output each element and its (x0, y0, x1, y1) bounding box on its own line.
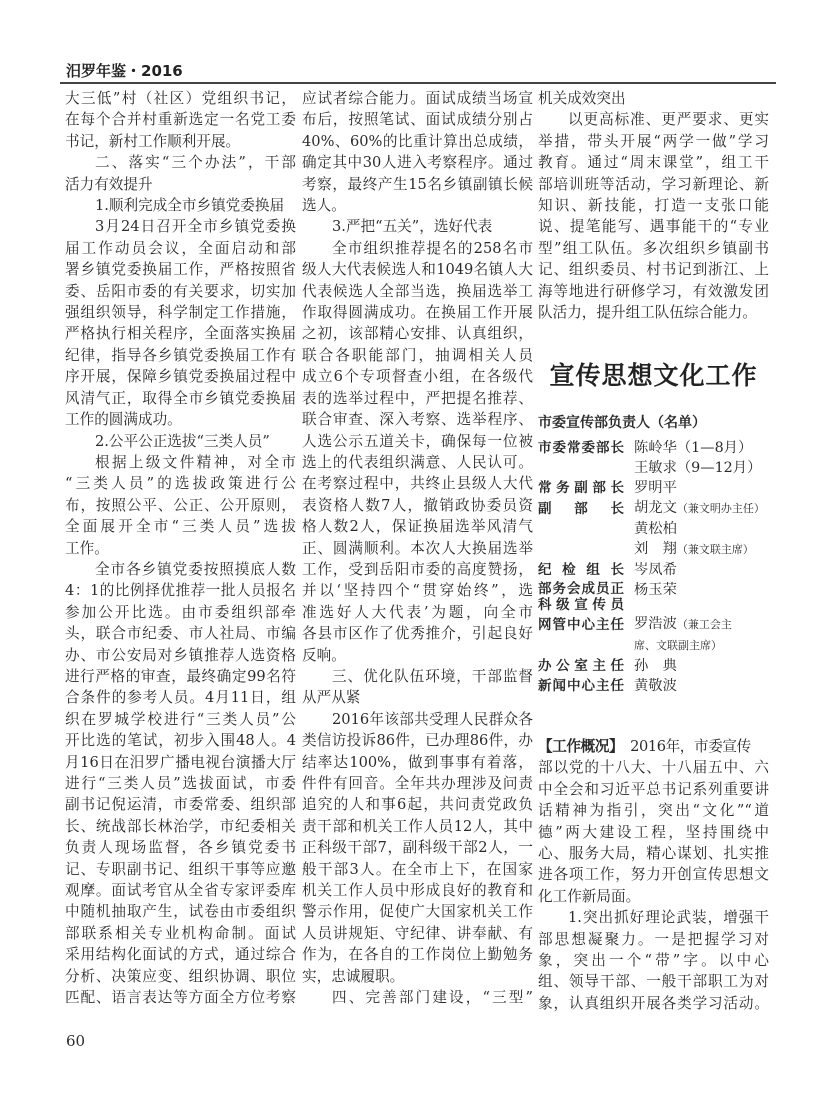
line (65, 495, 296, 516)
line (538, 109, 769, 130)
text-line: 作取得圆满成功。在换届工作开展 (302, 304, 533, 322)
person-name: 杨玉荣 (634, 582, 677, 598)
roster-position: 办公室主任 (538, 658, 624, 674)
roster-row (538, 498, 773, 519)
text-line: 3月24日召开全市乡镇党委换 (95, 218, 296, 236)
paragraph (538, 88, 769, 109)
line (302, 473, 533, 494)
roster-name (634, 478, 677, 498)
line (302, 88, 533, 109)
line (65, 580, 296, 601)
text-line: 分析、决策应变、组织协调、职位 (65, 967, 296, 985)
text-line: 风清气正，取得全市乡镇党委换届 (65, 389, 296, 407)
text-line: 中全会和习近平总书记系列重要讲 (538, 780, 769, 798)
text-line: 1.突出抓好理论武装，增强干 (568, 909, 769, 927)
line (302, 388, 533, 409)
roster-name (634, 614, 732, 635)
paragraph (65, 452, 296, 559)
roster-name (634, 519, 677, 539)
paragraph (65, 216, 296, 430)
text-line: 工作，受到岳阳市委的高度赞扬， (302, 560, 533, 578)
line (538, 88, 769, 109)
text-line: 表的选举过程中，严把提名推荐、 (302, 389, 533, 407)
line (65, 794, 296, 815)
roster-position: 副部长 (538, 500, 624, 517)
line (538, 886, 769, 907)
line (302, 302, 533, 323)
text-line: 化工作新局面。 (538, 887, 641, 905)
text-line: 举措，带头开展“两学一做”学习 (538, 132, 769, 150)
line (538, 302, 769, 323)
text-line: 布，按照公平、公正、公开原则， (65, 496, 296, 514)
line (302, 516, 533, 537)
paragraph (65, 152, 296, 195)
line (302, 216, 533, 237)
line (302, 452, 533, 473)
line (302, 623, 533, 644)
roster-row (538, 580, 773, 614)
line (65, 259, 296, 280)
text-line: “三类人员”的选拔政策进行公 (65, 475, 296, 493)
column-1 (65, 88, 296, 1008)
text-line: 知识、新技能，打造一支张口能 (538, 197, 769, 215)
paragraph (65, 559, 296, 1009)
roster-table (538, 438, 773, 696)
line (65, 816, 296, 837)
line (538, 822, 769, 843)
text-line: 严格执行相关程序，全面落实换届 (65, 325, 296, 343)
text-line: 2016年，市委宣传 (615, 738, 751, 755)
line (65, 431, 296, 452)
roster-position: 网管中心主任 (538, 616, 624, 633)
paragraph (538, 109, 769, 323)
line (65, 109, 296, 130)
text-line: 部培训班等活动，学习新理论、新 (538, 175, 769, 193)
text-line: 1.顺利完成全市乡镇党委换届 (95, 197, 285, 215)
line (302, 987, 533, 1008)
roster-position: 市委常委部长 (538, 440, 624, 456)
text-line: 追究的人和事6起，共问责党政负 (302, 796, 533, 814)
text-line: 二、落实“三个办法”，干部 (95, 154, 296, 172)
text-line: 各县市区作了优秀推介，引起良好 (302, 625, 533, 643)
line (65, 388, 296, 409)
line (302, 773, 533, 794)
roster-name (634, 539, 754, 560)
text-line: 准选好人大代表’为题，向全市 (302, 603, 533, 621)
line (65, 944, 296, 965)
roster-row (538, 560, 773, 580)
text-line: 中随机抽取产生，试卷由市委组织 (65, 903, 296, 921)
text-line: 从严从紧 (302, 689, 361, 707)
text-line: 类信访投诉86件，已办理86件，办 (302, 732, 533, 750)
line (302, 238, 533, 259)
line (65, 152, 296, 173)
text-line: 工作。 (65, 539, 109, 557)
column-3-top (538, 88, 769, 323)
text-line: 警示作用，促使广大国家机关工作 (302, 903, 533, 921)
line (65, 281, 296, 302)
line (302, 602, 533, 623)
line (302, 131, 533, 152)
text-line: 全面展开全市“三类人员”选拔 (65, 518, 296, 536)
line (302, 195, 533, 216)
roster-row (538, 635, 773, 656)
text-line: 说、提笔能写、遇事能干的“专业 (538, 218, 769, 236)
line (538, 736, 769, 757)
text-line: 般干部3人。在全市上下，在国家 (302, 860, 533, 878)
line (538, 864, 769, 885)
text-line: 根据上级文件精神，对全市 (95, 453, 296, 471)
line (538, 216, 769, 237)
line (65, 559, 296, 580)
line (65, 645, 296, 666)
roster-row (538, 614, 773, 635)
text-line: 选人。 (302, 197, 346, 215)
column-3-bottom (538, 736, 769, 1014)
line (65, 538, 296, 559)
text-line: 型”组工队伍。多次组织乡镇副书 (538, 239, 769, 257)
text-line: 强组织领导，科学制定工作措施， (65, 304, 296, 322)
paragraph (302, 88, 533, 216)
roster-row (538, 519, 773, 539)
line (302, 901, 533, 922)
paragraph (65, 195, 296, 216)
text-line: 织在罗城学校进行“三类人员”公 (65, 710, 296, 728)
line (65, 345, 296, 366)
line (65, 752, 296, 773)
person-name: 刘 翔 (634, 541, 677, 557)
text-line: 匹配、语言表达等方面全方位考察 (65, 989, 296, 1007)
roster-position: 纪检组长 (538, 562, 624, 578)
roster-row (538, 458, 773, 478)
line (302, 837, 533, 858)
text-line: 长、统战部长林治学，市纪委相关 (65, 817, 296, 835)
roster-position: 部务会成员正 科级宣传员 (538, 581, 624, 613)
line (302, 323, 533, 344)
line (302, 794, 533, 815)
text-line: 届工作动员会议，全面启动和部 (65, 239, 296, 257)
person-note: （兼文明办主任） (676, 502, 765, 515)
text-line: 署乡镇党委换届工作，严格按照省 (65, 261, 296, 279)
text-line: 联合审查、深入考察、选举程序、 (302, 411, 533, 429)
person-name: 黄松柏 (634, 521, 677, 537)
line (302, 174, 533, 195)
text-line: 部联系相关专业机构命制。面试 (65, 924, 296, 942)
text-line: 开比选的笔试，初步入围48人。4 (65, 732, 296, 750)
text-line: 机关成效突出 (538, 90, 626, 107)
person-name: 罗浩波 (634, 616, 677, 632)
line (538, 993, 769, 1014)
text-line: 德”两大建设工程，坚持围绕中 (538, 823, 769, 841)
line (302, 859, 533, 880)
line (302, 495, 533, 516)
person-name: 胡龙文 (634, 500, 677, 516)
line (538, 174, 769, 195)
line (538, 259, 769, 280)
paragraph (302, 666, 533, 709)
text-line: 心、服务大局，精心谋划、扎实推 (538, 845, 769, 863)
text-line: 海等地进行研修学习，有效激发团 (538, 282, 769, 300)
paragraph (302, 709, 533, 987)
roster-position: 常务副部长 (538, 480, 624, 496)
line (538, 971, 769, 992)
person-name: 罗明平 (634, 480, 677, 496)
person-note: 席、文联副主席） (634, 639, 722, 652)
roster-row (538, 478, 773, 498)
line (65, 174, 296, 195)
line (65, 773, 296, 794)
line (65, 131, 296, 152)
text-line: 全市组织推荐提名的258名市 (332, 239, 533, 257)
text-line: 队活力，提升组工队伍综合能力。 (538, 304, 757, 322)
line (65, 709, 296, 730)
text-line: 确定其中30人进入考察程序。通过 (302, 154, 533, 172)
text-line: 话精神为指引，突出“文化”“道 (538, 802, 769, 820)
text-line: 进行“三类人员”选拔面试，市委 (65, 775, 296, 792)
section-title: 宣传思想文化工作 (549, 361, 758, 390)
text-line: 组、领导干部、一般干部职工为对 (538, 973, 769, 991)
line (65, 516, 296, 537)
person-name: 黄敬波 (634, 678, 677, 694)
paragraph (65, 431, 296, 452)
text-line: 象，认真组织开展各类学习活动。 (538, 994, 769, 1012)
line (302, 880, 533, 901)
line (65, 837, 296, 858)
line (538, 131, 769, 152)
line (65, 687, 296, 708)
text-line: 记、组织委员、村书记到浙江、上 (538, 261, 769, 279)
line (65, 452, 296, 473)
roster-position: 新闻中心主任 (538, 678, 624, 694)
roster-row (538, 539, 773, 560)
line (65, 880, 296, 901)
line (65, 195, 296, 216)
line (538, 929, 769, 950)
line (65, 366, 296, 387)
text-line: 机关工作人员中形成良好的教育和 (302, 882, 533, 900)
text-line: 教育。通过“周末课堂”，组工干 (538, 154, 769, 172)
roster-name (634, 656, 677, 676)
text-line: 记、专职副书记、组织干事等应邀 (65, 860, 296, 878)
line (538, 757, 769, 778)
text-line: 4：1的比例择优推荐一批人员报名 (65, 582, 296, 600)
text-line: 四、完善部门建设，“三型” (332, 989, 533, 1007)
text-line: 3.严把“五关”，选好代表 (332, 218, 493, 236)
column-2 (302, 88, 533, 1008)
text-line: 月16日在汨罗广播电视台演播大厅 (65, 753, 296, 771)
text-line: 以更高标准、更严要求、更实 (568, 111, 769, 129)
text-line: 联合各职能部门，抽调相关人员 (302, 346, 533, 364)
person-note: （兼文联主席） (676, 543, 754, 556)
line (65, 323, 296, 344)
text-line: 结率达100%，做到事事有着落， (302, 753, 533, 771)
line (538, 238, 769, 259)
line (538, 779, 769, 800)
section-tag: 【工作概况】 (538, 738, 616, 755)
paragraph (302, 216, 533, 237)
text-line: 在考察过程中，共终止县级人大代 (302, 475, 533, 493)
paragraph (302, 987, 533, 1008)
text-line: 纪律，指导各乡镇党委换届工作有 (65, 346, 296, 364)
text-line: 级人大代表候选人和1049名镇人大 (302, 261, 533, 279)
text-line: 正科级干部7，副科级干部2人，一 (302, 839, 533, 857)
line (302, 709, 533, 730)
line (302, 816, 533, 837)
line (302, 944, 533, 965)
text-line: 合条件的参考人员。4月11日，组 (65, 689, 296, 707)
text-line: 副书记倪运清，市委常委、组织部 (65, 796, 296, 814)
text-line: 书记，新村工作顺利开展。 (65, 132, 241, 150)
text-line: 序开展，保障乡镇党委换届过程中 (65, 368, 296, 386)
line (65, 216, 296, 237)
line (538, 800, 769, 821)
text-line: 委、岳阳市委的有关要求，切实加 (65, 282, 296, 300)
line (65, 238, 296, 259)
line (302, 923, 533, 944)
text-line: 选上的代表组织满意、人民认可。 (302, 453, 533, 471)
text-line: 头，联合市纪委、市人社局、市编 (65, 625, 296, 643)
roster-name (634, 635, 722, 656)
line (302, 109, 533, 130)
text-line: 部以党的十八大、十八届五中、六 (538, 759, 769, 777)
text-line: 参加公开比选。由市委组织部牵 (65, 603, 296, 621)
roster-row (538, 676, 773, 696)
text-line: 部思想凝聚力。一是把握学习对 (538, 930, 769, 948)
text-line: 实，忠诚履职。 (302, 967, 405, 985)
person-note: （兼工会主 (676, 618, 732, 631)
text-line: 40%、60%的比重计算出总成绩， (302, 132, 533, 150)
line (65, 473, 296, 494)
person-name: 陈岭华（1—8月） (634, 440, 753, 456)
line (302, 152, 533, 173)
line (65, 302, 296, 323)
text-line: 成立6个专项督查小组，在各级代 (302, 368, 533, 386)
line (65, 602, 296, 623)
paragraph (538, 907, 769, 1014)
text-line: 负责人现场监督，各乡镇党委书 (65, 839, 296, 857)
roster-name (634, 498, 765, 519)
text-line: 格人数2人，保证换届选举风清气 (302, 518, 533, 536)
text-line: 考察，最终产生15名乡镇副镇长候 (302, 175, 533, 193)
person-name: 王敏求（9—12月） (634, 460, 762, 476)
line (302, 538, 533, 559)
line (65, 666, 296, 687)
text-line: 正、圆满顺利。本次人大换届选举 (302, 539, 533, 557)
paragraph (302, 238, 533, 666)
page-number: 60 (66, 1032, 86, 1050)
text-line: 象，突出一个“带”字。以中心 (538, 952, 769, 970)
roster-name (634, 580, 677, 614)
person-name: 孙 典 (634, 658, 677, 674)
roster-name (634, 560, 677, 580)
line (538, 950, 769, 971)
line (302, 580, 533, 601)
line (65, 623, 296, 644)
roster-row (538, 656, 773, 676)
roster-name (634, 676, 677, 696)
text-line: 件件有回音。全年共办理涉及问责 (302, 775, 533, 792)
paragraph (65, 88, 296, 152)
text-line: 活力有效提升 (65, 175, 153, 193)
line (302, 966, 533, 987)
line (65, 859, 296, 880)
text-line: 在每个合并村重新选定一名党工委 (65, 111, 296, 129)
text-line: 观摩。面试考官从全省专家评委库 (65, 882, 296, 900)
line (538, 195, 769, 216)
text-line: 大三低”村（社区）党组织书记， (65, 90, 296, 107)
roster-row (538, 438, 773, 458)
text-line: 之初，该部精心安排、认真组织， (302, 325, 533, 343)
text-line: 反响。 (302, 646, 346, 664)
line (302, 281, 533, 302)
line (538, 152, 769, 173)
line (302, 666, 533, 687)
text-line: 采用结构化面试的方式，通过综合 (65, 946, 296, 964)
line (302, 687, 533, 708)
text-line: 作为，在各自的工作岗位上勤勉务 (302, 946, 533, 964)
text-line: 责干部和机关工作人员12人，其中 (302, 817, 533, 835)
text-line: 进各项工作，努力开创宣传思想文 (538, 866, 769, 884)
text-line: 人员讲规矩、守纪律、讲奉献、有 (302, 924, 533, 942)
line (302, 409, 533, 430)
text-line: 并以‘坚持四个“贯穿始终”，选 (302, 582, 533, 600)
line (65, 966, 296, 987)
line (65, 88, 296, 109)
line (538, 843, 769, 864)
text-line: 2016年该部共受理人民群众各 (332, 710, 533, 728)
text-line: 应试者综合能力。面试成绩当场宣 (302, 90, 533, 107)
line (302, 752, 533, 773)
text-line: 布后，按照笔试、面试成绩分别占 (302, 111, 533, 129)
text-line: 办、市公安局对乡镇推荐人选资格 (65, 646, 296, 664)
line (538, 281, 769, 302)
line (302, 559, 533, 580)
paragraph (538, 736, 769, 907)
line (65, 923, 296, 944)
text-line: 表资格人数7人，撤销政协委员资 (302, 496, 533, 514)
text-line: 进行严格的审查，最终确定99名符 (65, 667, 296, 685)
text-line: 工作的圆满成功。 (65, 411, 182, 429)
line (65, 901, 296, 922)
line (302, 645, 533, 666)
text-line: 三、优化队伍环境，干部监督 (332, 667, 533, 685)
person-name: 岑凤希 (634, 562, 677, 578)
text-line: 代表候选人全部当选，换届选举工 (302, 282, 533, 300)
running-header: 汨罗年鉴・2016 (66, 62, 183, 80)
header-rule (60, 82, 776, 84)
line (302, 345, 533, 366)
line (302, 730, 533, 751)
line (538, 907, 769, 928)
roster-name (634, 438, 752, 458)
text-line: 全市各乡镇党委按照摸底人数 (95, 560, 296, 578)
roster-name (634, 458, 761, 478)
roster-title: 市委宣传部负责人（名单） (538, 415, 706, 431)
text-line: 2.公平公正选拔“三类人员” (95, 432, 270, 450)
line (65, 730, 296, 751)
line (302, 366, 533, 387)
text-line: 人选公示五道关卡，确保每一位被 (302, 432, 533, 450)
line (65, 409, 296, 430)
line (65, 987, 296, 1008)
line (302, 259, 533, 280)
line (302, 431, 533, 452)
